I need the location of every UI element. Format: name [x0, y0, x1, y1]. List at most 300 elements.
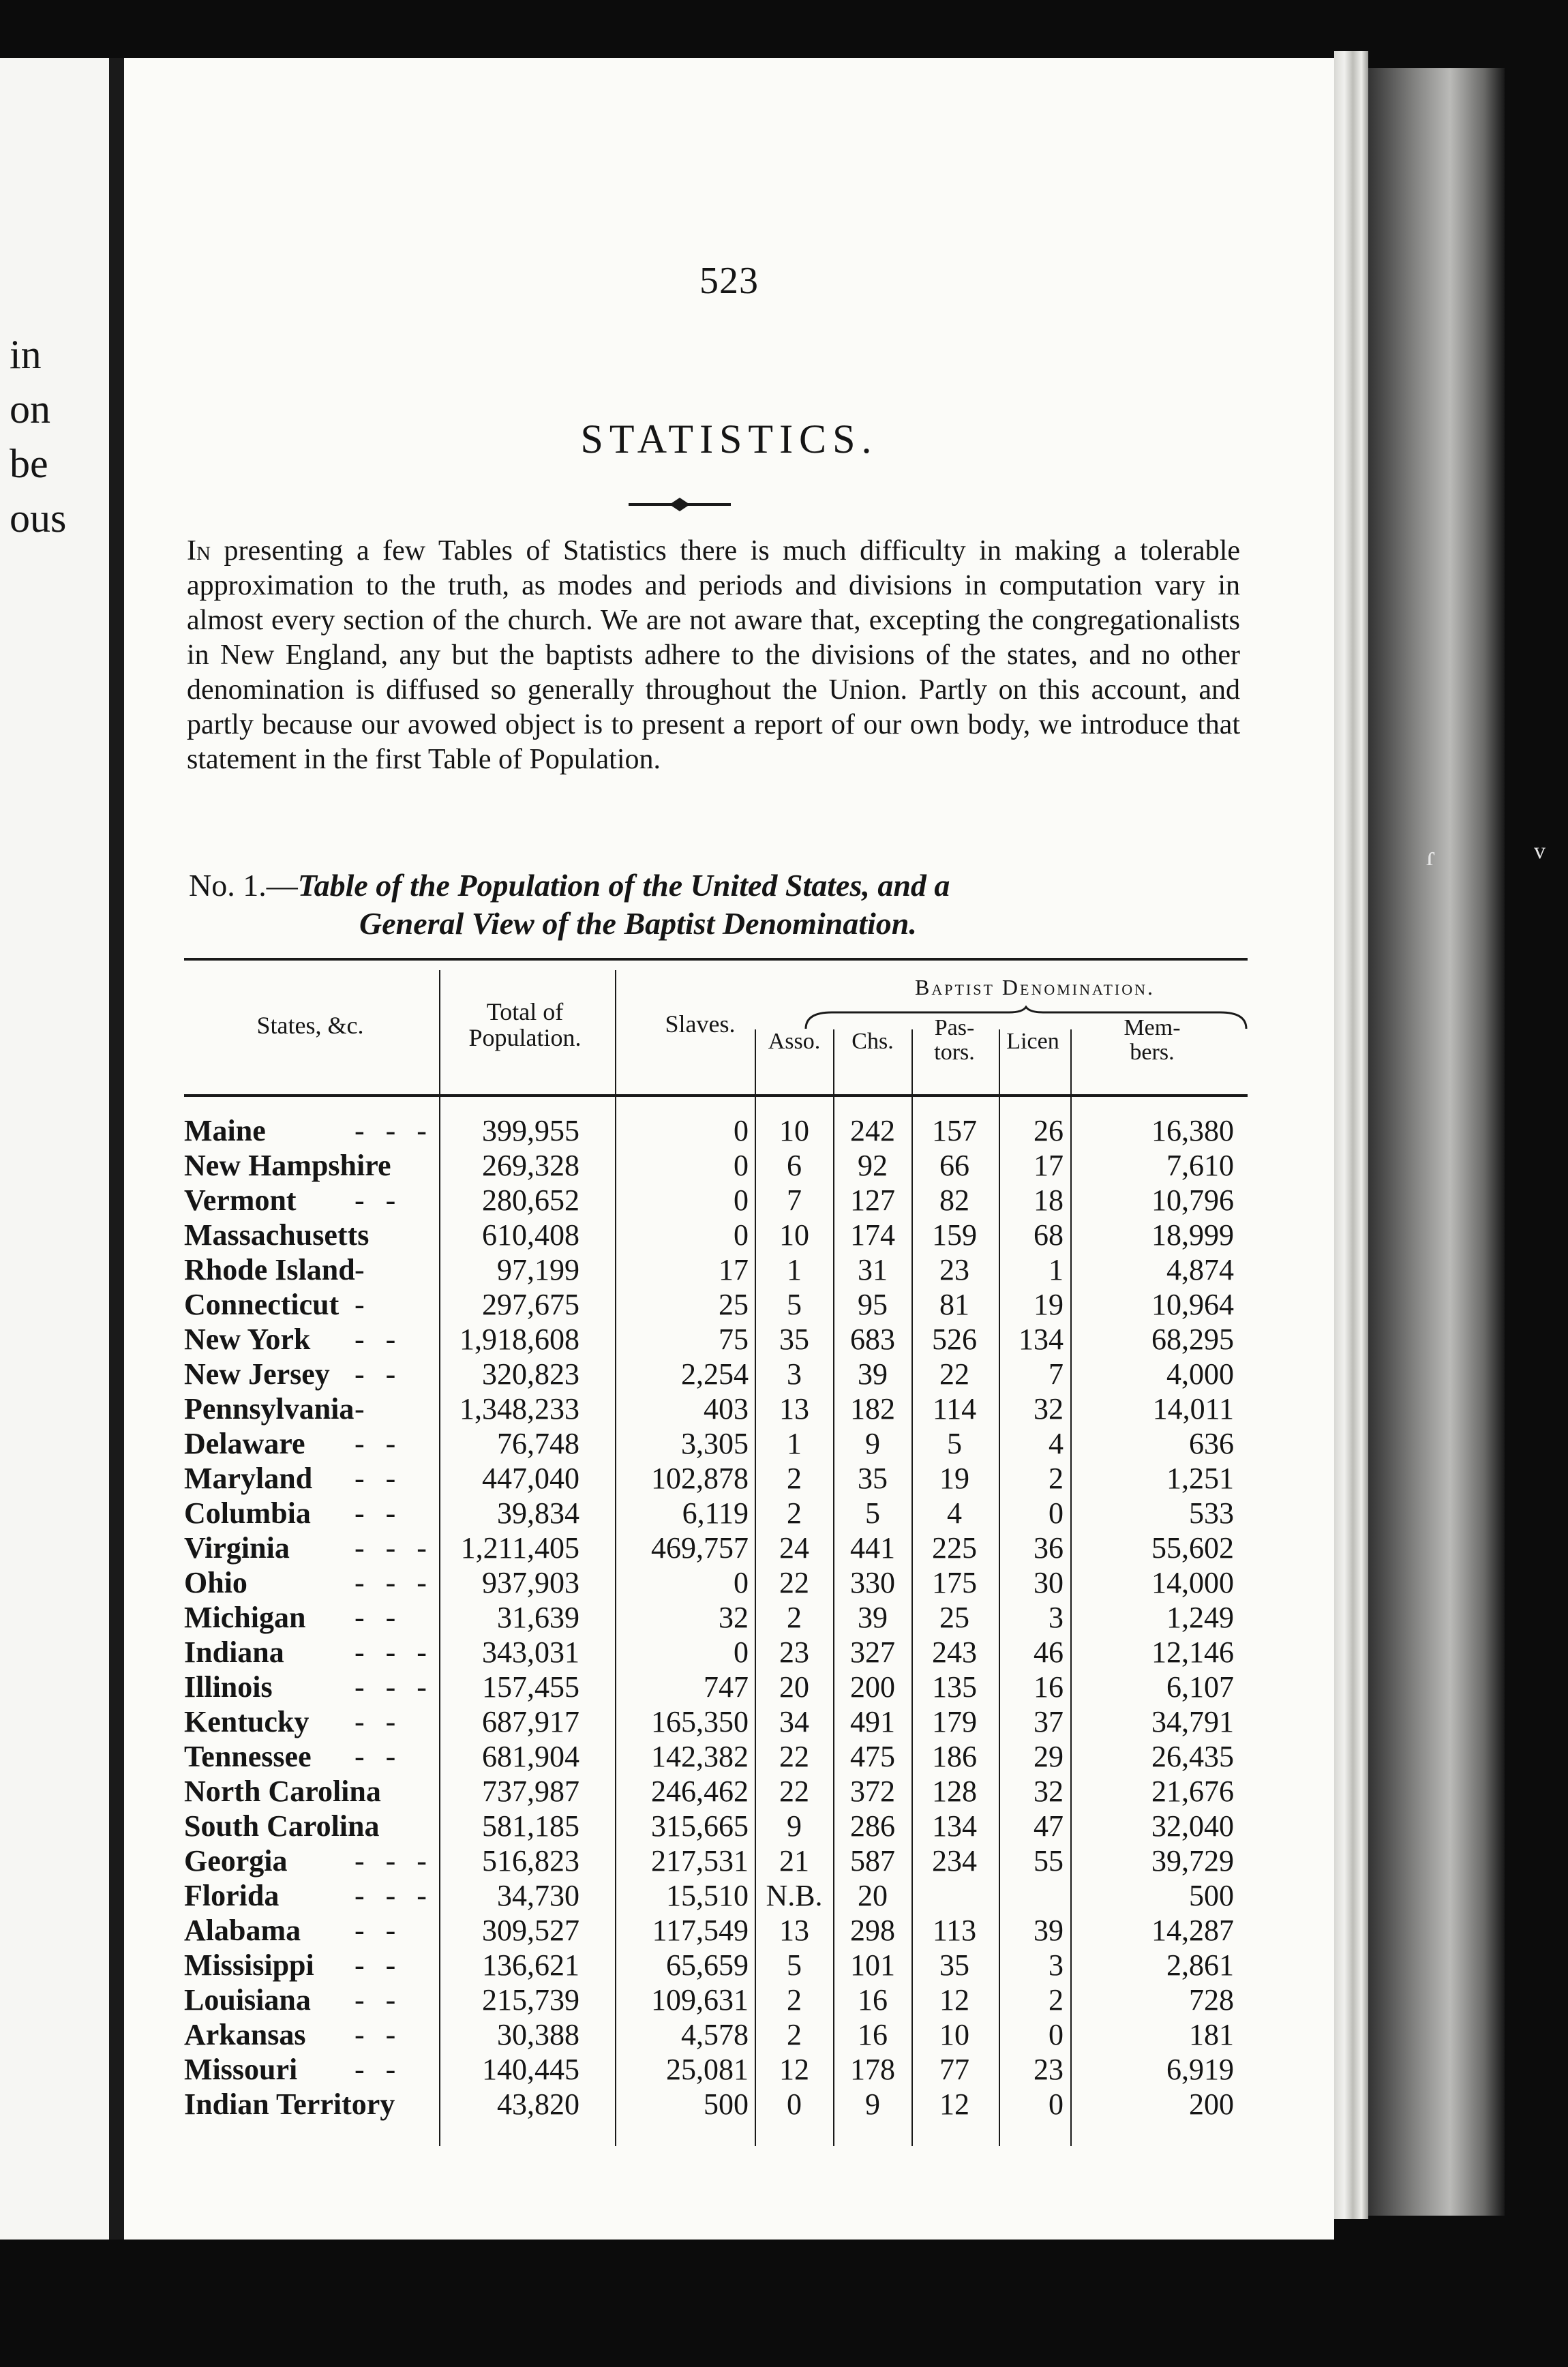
table-row: [184, 1461, 1248, 1496]
churches-cell: 200: [850, 1670, 895, 1704]
population-cell: 610,408: [482, 1218, 579, 1252]
state-name: New York: [184, 1323, 311, 1356]
slaves-cell: 25: [719, 1288, 749, 1321]
churches-cell: 372: [850, 1775, 895, 1808]
leader-dashes: -: [355, 1288, 372, 1321]
churches-cell: 298: [850, 1914, 895, 1947]
population-cell: 269,328: [482, 1149, 579, 1182]
churches-cell: 16: [858, 1983, 888, 2017]
slaves-cell: 315,665: [651, 1809, 749, 1843]
churches-cell: 92: [858, 1149, 888, 1182]
header-population-line1: Total of: [486, 998, 564, 1025]
leader-dashes: - -: [355, 2018, 403, 2051]
state-name: Pennsylvania: [184, 1392, 355, 1426]
churches-cell: 475: [850, 1740, 895, 1773]
table-row: [184, 1948, 1248, 1982]
state-cell: [184, 1461, 436, 1496]
state-name: Virginia: [184, 1531, 290, 1565]
facing-page-fragment: in: [10, 332, 42, 377]
population-cell: 1,348,233: [459, 1392, 579, 1426]
associations-cell: 3: [787, 1357, 802, 1391]
table-row: [184, 1252, 1248, 1287]
table-row: [184, 1635, 1248, 1670]
slaves-cell: 0: [734, 1149, 749, 1182]
book-gutter: [109, 58, 124, 2240]
pastors-cell: 157: [932, 1114, 977, 1147]
leader-dashes: -: [355, 1253, 372, 1286]
pastors-cell: 81: [939, 1288, 969, 1321]
churches-cell: 127: [850, 1184, 895, 1217]
population-cell: 30,388: [497, 2018, 579, 2051]
table-caption: [189, 866, 1242, 943]
slaves-cell: 15,510: [666, 1879, 749, 1912]
members-cell: 32,040: [1151, 1809, 1234, 1843]
state-name: Missisippi: [184, 1948, 314, 1982]
state-name: Connecticut: [184, 1288, 340, 1321]
licentiates-cell: 16: [1034, 1670, 1064, 1704]
state-name: Alabama: [184, 1914, 301, 1947]
header-population-line2: Population.: [468, 1024, 582, 1051]
pastors-cell: 114: [932, 1392, 977, 1426]
licentiates-cell: 37: [1034, 1705, 1064, 1738]
table-row: [184, 1287, 1248, 1322]
pastors-cell: 159: [932, 1218, 977, 1252]
associations-cell: 13: [779, 1392, 809, 1426]
table-row: [184, 1391, 1248, 1426]
members-cell: 181: [1189, 2018, 1234, 2051]
state-name: North Carolina: [184, 1775, 381, 1808]
header-asso: Asso.: [768, 1029, 821, 1054]
members-cell: 4,000: [1166, 1357, 1234, 1391]
header-licen: Licen: [1006, 1029, 1059, 1054]
associations-cell: 7: [787, 1184, 802, 1217]
members-cell: 68,295: [1151, 1323, 1234, 1356]
leader-dashes: - -: [355, 1740, 403, 1773]
state-cell: [184, 1565, 436, 1600]
members-cell: 2,861: [1166, 1948, 1234, 1982]
churches-cell: 101: [850, 1948, 895, 1982]
licentiates-cell: 55: [1034, 1844, 1064, 1878]
table-row: [184, 1670, 1248, 1704]
slaves-cell: 32: [719, 1601, 749, 1634]
licentiates-cell: 0: [1049, 1496, 1064, 1530]
state-name: Indiana: [184, 1635, 284, 1669]
state-cell: [184, 1252, 436, 1287]
table-row: [184, 1218, 1248, 1252]
pastors-cell: 134: [932, 1809, 977, 1843]
leader-dashes: - - -: [355, 1566, 434, 1599]
pastors-cell: 23: [939, 1253, 969, 1286]
churches-cell: 39: [858, 1357, 888, 1391]
leader-dashes: - -: [355, 1601, 403, 1634]
state-name: New Hampshire: [184, 1149, 391, 1182]
state-name: New Jersey: [184, 1357, 330, 1391]
members-cell: 4,874: [1166, 1253, 1234, 1286]
table-row: [184, 1878, 1248, 1913]
members-cell: 6,107: [1166, 1670, 1234, 1704]
population-cell: 43,820: [497, 2087, 579, 2121]
leader-dashes: - -: [355, 2053, 403, 2086]
state-name: Massachusetts: [184, 1218, 370, 1252]
edge-mark: ɾ: [1426, 841, 1436, 871]
pastors-cell: 19: [939, 1462, 969, 1495]
header-members-line1: Mem-: [1124, 1015, 1181, 1040]
churches-cell: 35: [858, 1462, 888, 1495]
associations-cell: 1: [787, 1253, 802, 1286]
slaves-cell: 17: [719, 1253, 749, 1286]
churches-cell: 242: [850, 1114, 895, 1147]
licentiates-cell: 7: [1049, 1357, 1064, 1391]
population-cell: 297,675: [482, 1288, 579, 1321]
members-cell: 34,791: [1151, 1705, 1234, 1738]
leader-dashes: - - -: [355, 1879, 434, 1912]
associations-cell: 35: [779, 1323, 809, 1356]
leader-dashes: - -: [355, 1462, 403, 1495]
churches-cell: 587: [850, 1844, 895, 1878]
state-cell: [184, 1357, 436, 1391]
state-cell: [184, 2017, 436, 2052]
associations-cell: 5: [787, 1948, 802, 1982]
associations-cell: 9: [787, 1809, 802, 1843]
state-cell: [184, 1843, 436, 1878]
licentiates-cell: 0: [1049, 2018, 1064, 2051]
table-row: [184, 1704, 1248, 1739]
state-name: Indian Territory: [184, 2087, 395, 2121]
state-cell: [184, 1982, 436, 2017]
members-cell: 16,380: [1151, 1114, 1234, 1147]
slaves-cell: 0: [734, 1218, 749, 1252]
slaves-cell: 117,549: [652, 1914, 749, 1947]
table-title-line1: Table of the Population of the United States, and a: [297, 868, 950, 903]
header-rule: [184, 1094, 1248, 1097]
population-cell: 1,918,608: [459, 1323, 579, 1356]
population-cell: 320,823: [482, 1357, 579, 1391]
population-cell: 581,185: [482, 1809, 579, 1843]
state-cell: [184, 1183, 436, 1218]
associations-cell: 0: [787, 2087, 802, 2121]
state-cell: [184, 1635, 436, 1670]
members-cell: 200: [1189, 2087, 1234, 2121]
pastors-cell: 12: [939, 1983, 969, 2017]
slaves-cell: 500: [704, 2087, 749, 2121]
header-pastors-line2: tors.: [934, 1040, 975, 1065]
members-cell: 636: [1189, 1427, 1234, 1460]
state-name: Rhode Island: [184, 1253, 355, 1286]
population-cell: 399,955: [482, 1114, 579, 1147]
members-cell: 7,610: [1166, 1149, 1234, 1182]
licentiates-cell: 47: [1034, 1809, 1064, 1843]
population-cell: 516,823: [482, 1844, 579, 1878]
state-name: Maryland: [184, 1462, 313, 1495]
members-cell: 39,729: [1151, 1844, 1234, 1878]
slaves-cell: 65,659: [666, 1948, 749, 1982]
state-cell: [184, 1739, 436, 1774]
table-row: [184, 2017, 1248, 2052]
state-cell: [184, 1426, 436, 1461]
licentiates-cell: 17: [1034, 1149, 1064, 1182]
table-row: [184, 1322, 1248, 1357]
associations-cell: 1: [787, 1427, 802, 1460]
churches-cell: 16: [858, 2018, 888, 2051]
licentiates-cell: 23: [1034, 2053, 1064, 2086]
population-cell: 76,748: [497, 1427, 579, 1460]
leader-dashes: - -: [355, 1948, 403, 1982]
churches-cell: 178: [850, 2053, 895, 2086]
state-name: Tennessee: [184, 1740, 312, 1773]
slaves-cell: 0: [734, 1635, 749, 1669]
state-cell: [184, 1496, 436, 1531]
table-row: [184, 1357, 1248, 1391]
churches-cell: 9: [865, 1427, 880, 1460]
facing-page-fragment: ous: [10, 496, 67, 541]
associations-cell: 2: [787, 1983, 802, 2017]
leader-dashes: - - -: [355, 1670, 434, 1704]
churches-cell: 182: [850, 1392, 895, 1426]
slaves-cell: 3,305: [681, 1427, 749, 1460]
population-cell: 687,917: [482, 1705, 579, 1738]
licentiates-cell: 18: [1034, 1184, 1064, 1217]
population-cell: 737,987: [482, 1775, 579, 1808]
state-cell: [184, 1704, 436, 1739]
state-name: Illinois: [184, 1670, 273, 1704]
edge-mark: v: [1534, 839, 1546, 864]
header-pastors-line1: Pas-: [934, 1015, 975, 1040]
state-name: Columbia: [184, 1496, 311, 1530]
associations-cell: 23: [779, 1635, 809, 1669]
members-cell: 21,676: [1151, 1775, 1234, 1808]
associations-cell: 2: [787, 2018, 802, 2051]
slaves-cell: 4,578: [681, 2018, 749, 2051]
state-name: Louisiana: [184, 1983, 311, 2017]
pastors-cell: 12: [939, 2087, 969, 2121]
licentiates-cell: 29: [1034, 1740, 1064, 1773]
licentiates-cell: 2: [1049, 1462, 1064, 1495]
leader-dashes: - - -: [355, 1531, 434, 1565]
members-cell: 26,435: [1151, 1740, 1234, 1773]
population-cell: 97,199: [497, 1253, 579, 1286]
population-cell: 157,455: [482, 1670, 579, 1704]
table-row: [184, 1600, 1248, 1635]
header-population: [436, 999, 614, 1051]
members-cell: 14,287: [1151, 1914, 1234, 1947]
churches-cell: 683: [850, 1323, 895, 1356]
slaves-cell: 0: [734, 1566, 749, 1599]
book-page: [124, 58, 1334, 2240]
licentiates-cell: 0: [1049, 2087, 1064, 2121]
slaves-cell: 109,631: [651, 1983, 749, 2017]
leader-dashes: - -: [355, 1323, 403, 1356]
state-name: Vermont: [184, 1184, 297, 1217]
table-row: [184, 1113, 1248, 1148]
pastors-cell: 5: [947, 1427, 962, 1460]
page-number: 523: [699, 260, 759, 302]
churches-cell: 20: [858, 1879, 888, 1912]
population-cell: 136,621: [482, 1948, 579, 1982]
table-row: [184, 1774, 1248, 1809]
state-cell: [184, 1878, 436, 1913]
population-cell: 1,211,405: [460, 1531, 579, 1565]
facing-page-edge: [0, 58, 109, 2240]
associations-cell: 22: [779, 1775, 809, 1808]
leader-dashes: - -: [355, 1496, 403, 1530]
churches-cell: 174: [850, 1218, 895, 1252]
header-slaves: Slaves.: [665, 1010, 736, 1038]
table-top-rule: [184, 958, 1248, 961]
header-baptist-group: Baptist Denomination.: [915, 975, 1155, 999]
leader-dashes: - -: [355, 1705, 403, 1738]
licentiates-cell: 19: [1034, 1288, 1064, 1321]
members-cell: 10,964: [1151, 1288, 1234, 1321]
population-cell: 140,445: [482, 2053, 579, 2086]
slaves-cell: 246,462: [651, 1775, 749, 1808]
table-title-line2: General View of the Baptist Denomination.: [359, 906, 917, 941]
page-stack-edge: [1334, 51, 1368, 2219]
churches-cell: 95: [858, 1288, 888, 1321]
associations-cell: 10: [779, 1218, 809, 1252]
associations-cell: 10: [779, 1114, 809, 1147]
table-number: No. 1.—: [189, 868, 298, 903]
slaves-cell: 0: [734, 1184, 749, 1217]
associations-cell: 24: [779, 1531, 809, 1565]
state-name: Kentucky: [184, 1705, 310, 1738]
slaves-cell: 0: [734, 1114, 749, 1147]
pastors-cell: 35: [939, 1948, 969, 1982]
pastors-cell: 234: [932, 1844, 977, 1878]
pastors-cell: 4: [947, 1496, 962, 1530]
licentiates-cell: 39: [1034, 1914, 1064, 1947]
slaves-cell: 102,878: [651, 1462, 749, 1495]
licentiates-cell: 30: [1034, 1566, 1064, 1599]
associations-cell: 5: [787, 1288, 802, 1321]
members-cell: 6,919: [1166, 2053, 1234, 2086]
pastors-cell: 128: [932, 1775, 977, 1808]
table-row: [184, 1531, 1248, 1565]
table-row: [184, 2087, 1248, 2122]
leader-dashes: - - -: [355, 1635, 434, 1669]
slaves-cell: 142,382: [651, 1740, 749, 1773]
state-cell: [184, 1322, 436, 1357]
slaves-cell: 469,757: [651, 1531, 749, 1565]
leader-dashes: - -: [355, 1983, 403, 2017]
state-cell: [184, 1809, 436, 1843]
licentiates-cell: 26: [1034, 1114, 1064, 1147]
state-name: Arkansas: [184, 2018, 306, 2051]
associations-cell: 22: [779, 1740, 809, 1773]
state-cell: [184, 1218, 436, 1252]
slaves-cell: 165,350: [651, 1705, 749, 1738]
licentiates-cell: 32: [1034, 1775, 1064, 1808]
members-cell: 533: [1189, 1496, 1234, 1530]
state-name: Florida: [184, 1879, 280, 1912]
intro-initial-word: In: [187, 535, 211, 567]
pastors-cell: 186: [932, 1740, 977, 1773]
state-name: Delaware: [184, 1427, 305, 1460]
population-cell: 215,739: [482, 1983, 579, 2017]
state-cell: [184, 2052, 436, 2087]
licentiates-cell: 36: [1034, 1531, 1064, 1565]
licentiates-cell: 32: [1034, 1392, 1064, 1426]
state-cell: [184, 1600, 436, 1635]
churches-cell: 491: [850, 1705, 895, 1738]
members-cell: 12,146: [1151, 1635, 1234, 1669]
pastors-cell: 175: [932, 1566, 977, 1599]
associations-cell: 12: [779, 2053, 809, 2086]
associations-cell: 20: [779, 1670, 809, 1704]
header-pastors: [914, 1016, 995, 1065]
licentiates-cell: 3: [1049, 1601, 1064, 1634]
licentiates-cell: 4: [1049, 1427, 1064, 1460]
churches-cell: 39: [858, 1601, 888, 1634]
population-cell: 34,730: [497, 1879, 579, 1912]
population-cell: 447,040: [482, 1462, 579, 1495]
population-cell: 681,904: [482, 1740, 579, 1773]
churches-cell: 31: [858, 1253, 888, 1286]
page-title: STATISTICS.: [580, 417, 878, 462]
state-name: Maine: [184, 1114, 266, 1147]
table-row: [184, 1183, 1248, 1218]
associations-cell: 2: [787, 1496, 802, 1530]
pastors-cell: 66: [939, 1149, 969, 1182]
state-cell: [184, 1948, 436, 1982]
churches-cell: 330: [850, 1566, 895, 1599]
pastors-cell: 243: [932, 1635, 977, 1669]
leader-dashes: -: [355, 1392, 372, 1426]
table-row: [184, 1809, 1248, 1843]
population-cell: 280,652: [482, 1184, 579, 1217]
population-cell: 309,527: [482, 1914, 579, 1947]
population-cell: 31,639: [497, 1601, 579, 1634]
blurred-book-edge: [1368, 68, 1505, 2216]
leader-dashes: - -: [355, 1184, 403, 1217]
diamond-rule-ornament: [629, 494, 731, 515]
population-cell: 343,031: [482, 1635, 579, 1669]
state-name: Michigan: [184, 1601, 306, 1634]
associations-cell: 21: [779, 1844, 809, 1878]
members-cell: 500: [1189, 1879, 1234, 1912]
table-row: [184, 1148, 1248, 1183]
pastors-cell: 113: [932, 1914, 977, 1947]
churches-cell: 9: [865, 2087, 880, 2121]
state-cell: [184, 1774, 436, 1809]
pastors-cell: 135: [932, 1670, 977, 1704]
table-row: [184, 1982, 1248, 2017]
associations-cell: 6: [787, 1149, 802, 1182]
licentiates-cell: 68: [1034, 1218, 1064, 1252]
pastors-cell: 225: [932, 1531, 977, 1565]
state-name: Ohio: [184, 1566, 247, 1599]
population-cell: 39,834: [497, 1496, 579, 1530]
table-row: [184, 1496, 1248, 1531]
licentiates-cell: 46: [1034, 1635, 1064, 1669]
licentiates-cell: 134: [1019, 1323, 1064, 1356]
table-row: [184, 1426, 1248, 1461]
intro-text: presenting a few Tables of Statistics there is much difficulty in making a tolerable approximation to the truth, as modes and periods and divisions in computation vary in almost every section of the church. We are not aware that, excepting the congregationalists in New England, any but the baptists adhere to the divisions of the states, and no other denomination is diffused so generally throughout the Union. Partly on this account, and partly because our avowed object is to present a report of our own body, we introduce that statement in the first Table of Population.: [187, 535, 1240, 775]
members-cell: 14,000: [1151, 1566, 1234, 1599]
pastors-cell: 179: [932, 1705, 977, 1738]
slaves-cell: 217,531: [651, 1844, 749, 1878]
table-row: [184, 1843, 1248, 1878]
slaves-cell: 747: [704, 1670, 749, 1704]
churches-cell: 441: [850, 1531, 895, 1565]
pastors-cell: 77: [939, 2053, 969, 2086]
state-cell: [184, 1391, 436, 1426]
facing-page-fragment: on: [10, 387, 50, 432]
associations-cell: N.B.: [766, 1879, 823, 1912]
pastors-cell: 82: [939, 1184, 969, 1217]
associations-cell: 22: [779, 1566, 809, 1599]
leader-dashes: - - -: [355, 1114, 434, 1147]
slaves-cell: 25,081: [666, 2053, 749, 2086]
